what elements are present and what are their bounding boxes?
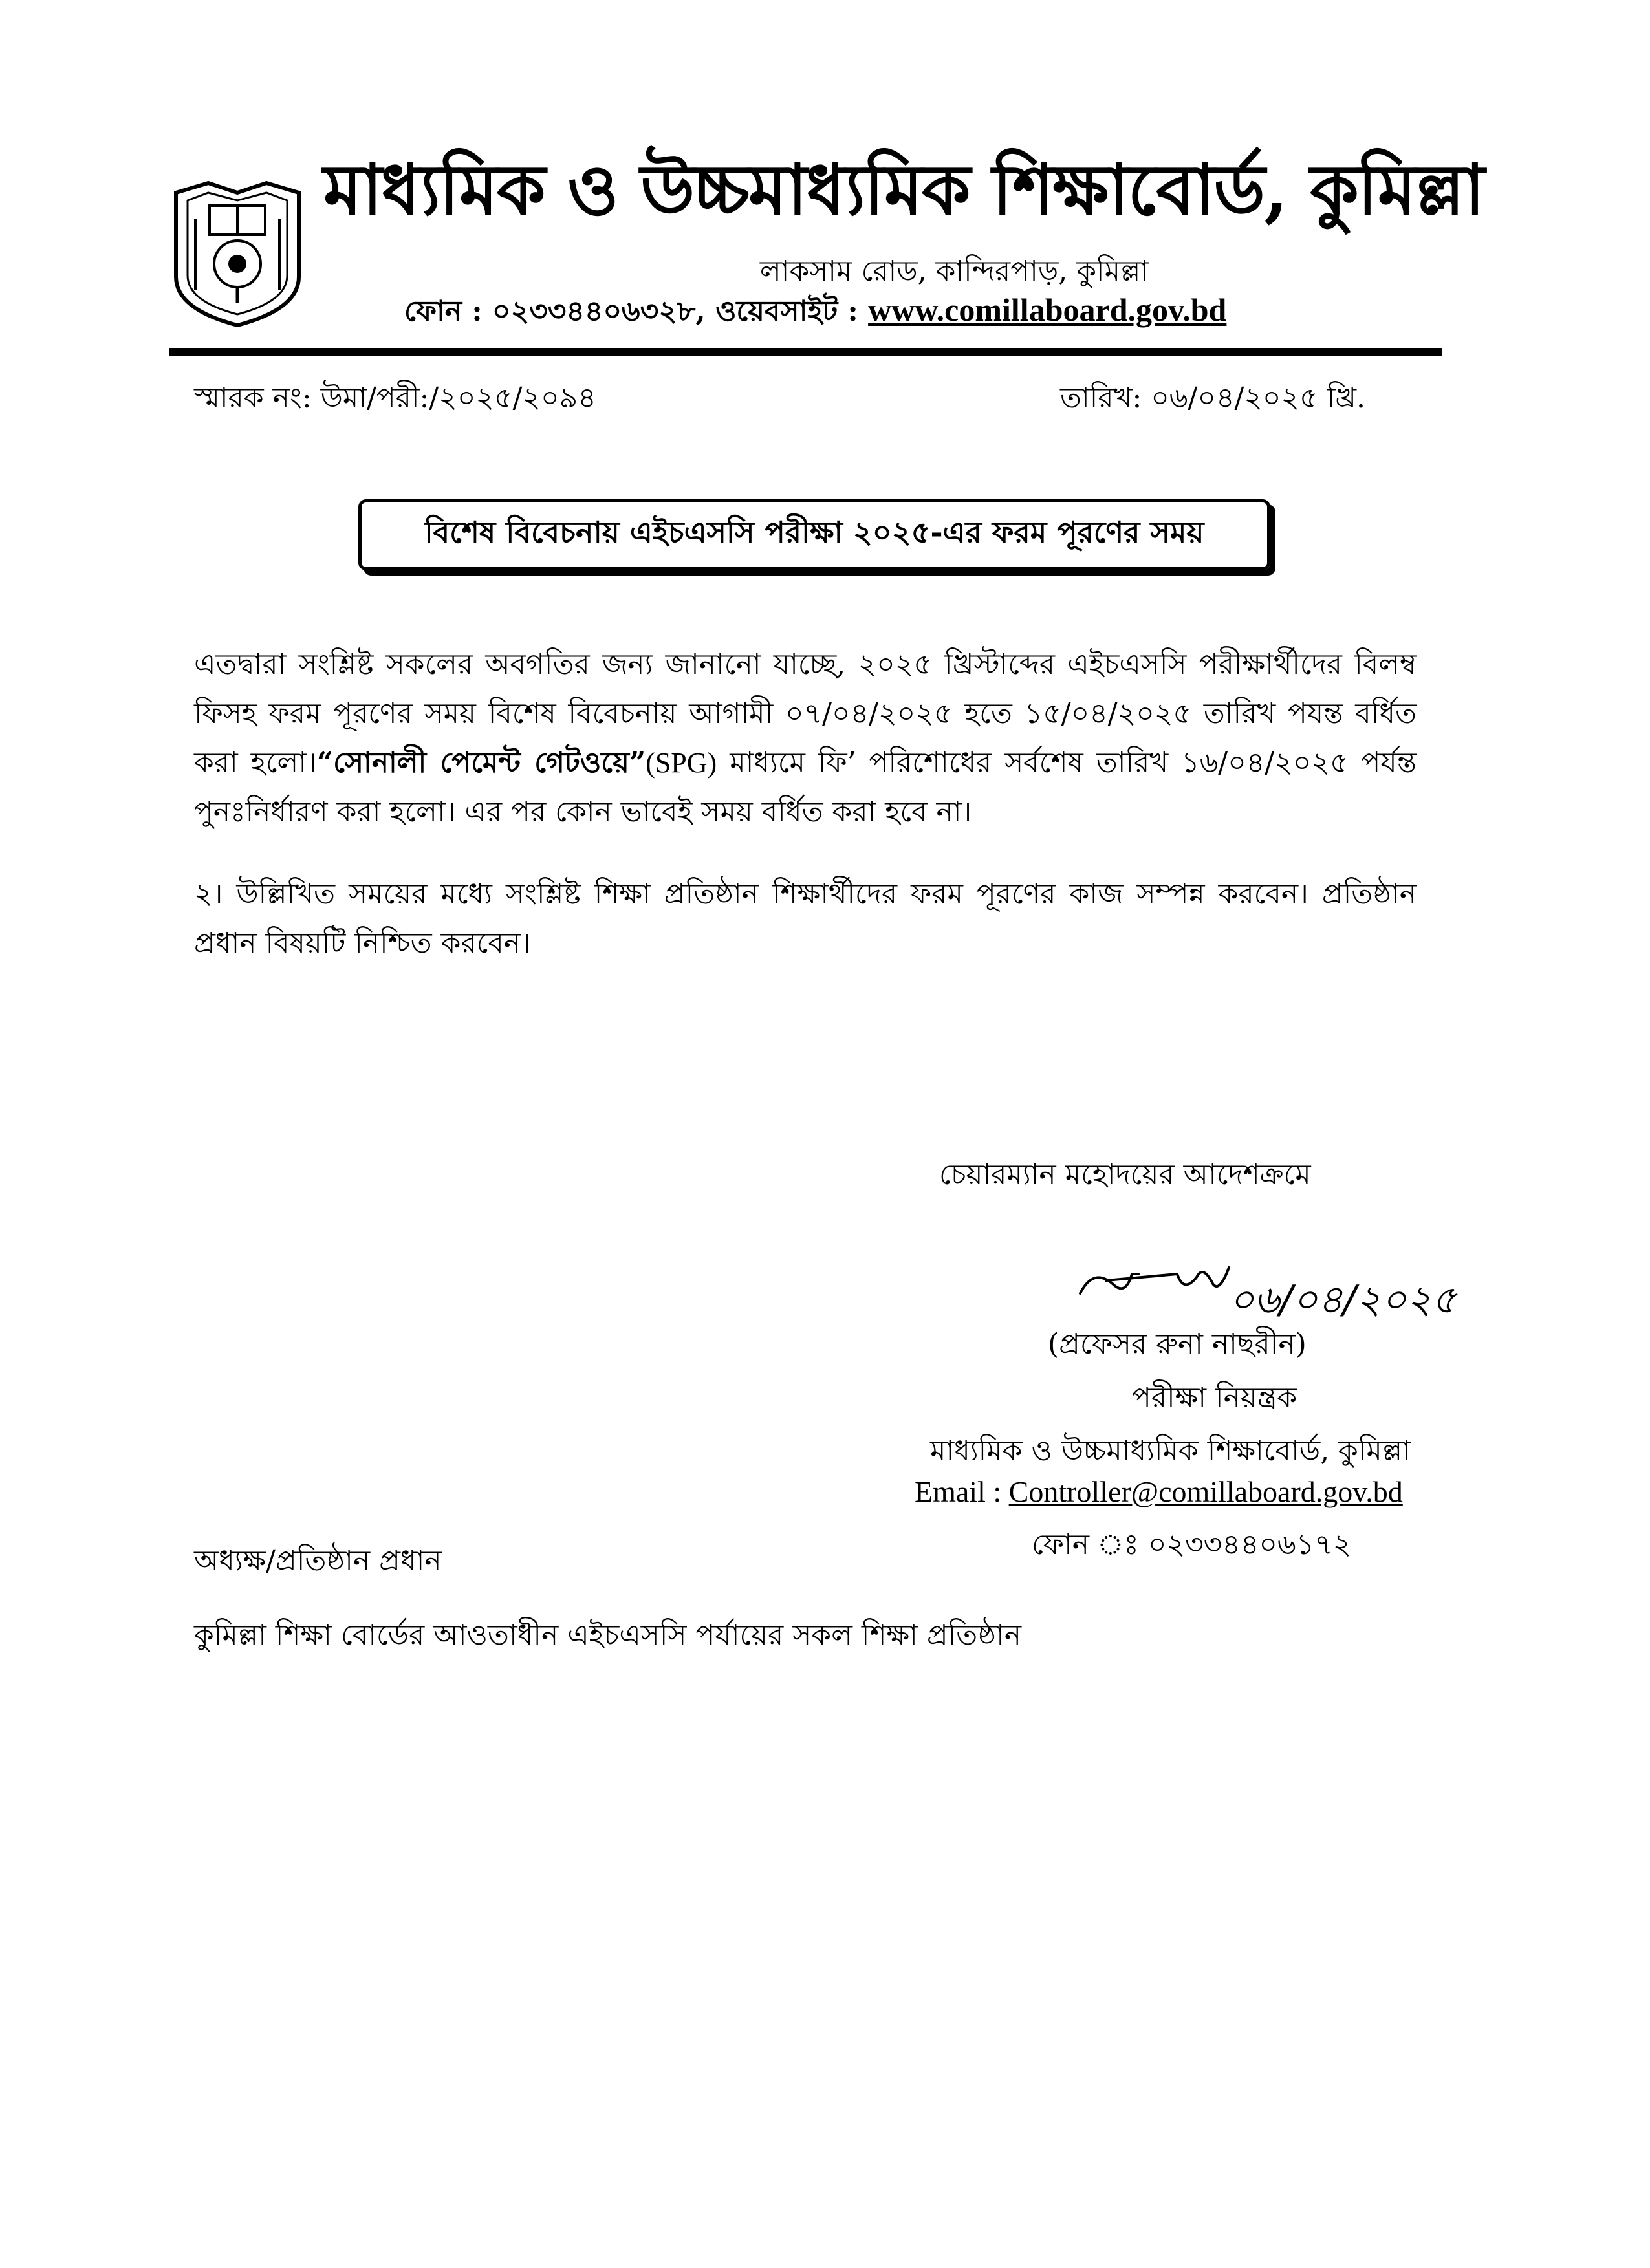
paragraph-1-spg-abbr: (SPG) (646, 747, 717, 779)
subject-text: বিশেষ বিবেচনায় এইচএসসি পরীক্ষা ২০২৫-এর ফরম পূরণের সময় (424, 515, 1204, 550)
signatory-title: পরীক্ষা নিয়ন্ত্রক (1132, 1381, 1297, 1414)
header-divider (169, 348, 1442, 356)
signatory-name: (প্রফেসর রুনা নাছরীন) (1048, 1328, 1307, 1361)
board-phone: ফোন : ০২৩৩৪৪০৬৩২৮, ওয়েবসাইট : (404, 295, 869, 328)
handwritten-signature (1067, 1248, 1468, 1332)
board-address: লাকসাম রোড, কান্দিরপাড়, কুমিল্লা (759, 255, 1149, 288)
body-paragraph-1 (194, 640, 1417, 837)
paragraph-1-text-b: মাধ্যমে ফি’ পরিশোধের সর্বশেষ তারিখ ১৬/০৪/২০২৫ পর্যন্ত পুনঃনির্ধারণ করা হলো। এর পর কোন ভাবেই সময় বর্ধিত করা হবে না। (194, 746, 1417, 828)
signature-date: ০৬/০৪/২০২৫ (1229, 1277, 1457, 1323)
recipient-title: অধ্যক্ষ/প্রতিষ্ঠান প্রধান (194, 1544, 442, 1577)
board-name: মাধ্যমিক ও উচ্চমাধ্যমিক শিক্ষাবোর্ড, কুমিল্লা (323, 149, 1484, 231)
memo-date: তারিখ: ০৬/০৪/২০২৫ খ্রি. (1060, 382, 1365, 415)
memo-reference: স্মারক নং: উমা/পরী:/২০২৫/২০৯৪ (194, 382, 596, 415)
order-line: চেয়ারম্যান মহোদয়ের আদেশক্রমে (939, 1158, 1311, 1191)
paragraph-1-text-a: এতদ্বারা সংশ্লিষ্ট সকলের অবগতির জন্য জানানো যাচ্ছে, ২০২৫ খ্রিস্টাব্দের এইচএসসি পরীক্ষার্থীদের বিলম্ব ফিসহ ফরম পূরণের সময় বিশেষ বিবেচনায় আগামী ০৭/০৪/২০২৫ হতে ১৫/০৪/২০২৫ তারিখ পযন্ত বর্ধিত করা হলো। (194, 648, 1417, 779)
email-label: Email : (915, 1475, 1009, 1508)
email-link[interactable]: Controller@comillaboard.gov.bd (1008, 1475, 1403, 1508)
board-contact (404, 290, 1226, 337)
body-paragraph-2: ২। উল্লিখিত সময়ের মধ্যে সংশ্লিষ্ট শিক্ষা প্রতিষ্ঠান শিক্ষার্থীদের ফরম পূরণের কাজ সম্পন্ন করবেন। প্রতিষ্ঠান প্রধান বিষয়টি নিশ্চিত করবেন। (194, 878, 1417, 960)
recipient-institutions: কুমিল্লা শিক্ষা বোর্ডের আওতাধীন এইচএসসি পর্যায়ের সকল শিক্ষা প্রতিষ্ঠান (194, 1619, 1022, 1652)
board-website-link[interactable]: www.comillaboard.gov.bd (868, 292, 1227, 328)
signatory-email (915, 1474, 1403, 1509)
signatory-phone: ফোন ঃ ০২৩৩৪৪০৬১৭২ (1032, 1528, 1352, 1561)
signatory-board: মাধ্যমিক ও উচ্চমাধ্যমিক শিক্ষাবোর্ড, কুমিল্লা (930, 1434, 1411, 1467)
subject-box (358, 499, 1270, 570)
paragraph-1-spg-name: “সোনালী পেমেন্ট গেটওয়ে” (316, 746, 646, 779)
